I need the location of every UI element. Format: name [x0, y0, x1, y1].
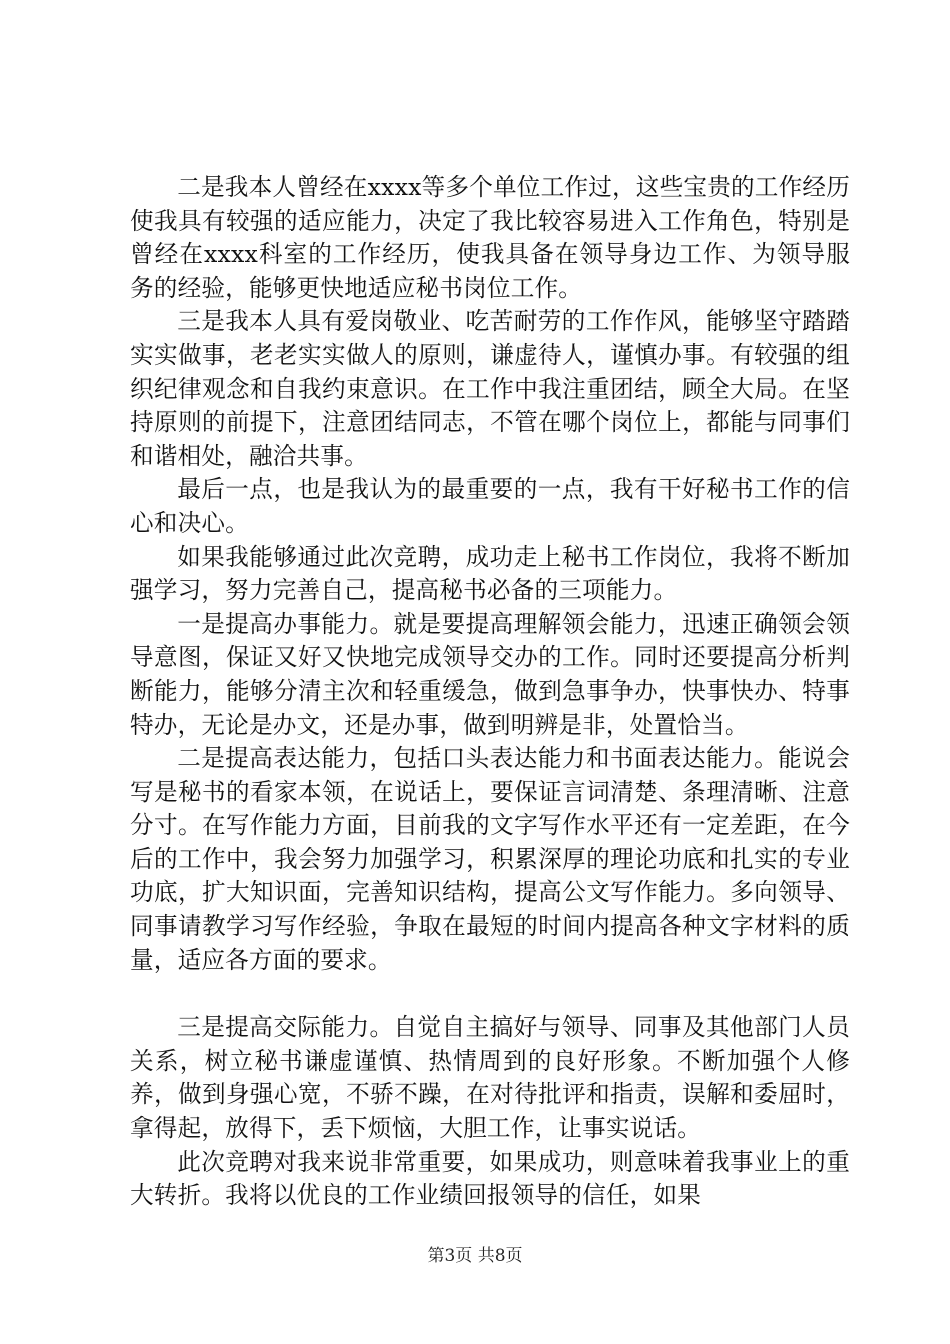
paragraph-experience: 二是我本人曾经在xxxx等多个单位工作过，这些宝贵的工作经历使我具有较强的适应能力，决定了我比较容易进入工作角色，特别是曾经在xxxx科室的工作经历，使我具备在领导身边工作、为领导服务的经验，能够更快地适应秘书岗位工作。: [130, 173, 850, 302]
paragraph-commitment: 如果我能够通过此次竞聘，成功走上秘书工作岗位，我将不断加强学习，努力完善自己，提高秘书必备的三项能力。: [130, 542, 850, 605]
paragraph-closing: 此次竞聘对我来说非常重要，如果成功，则意味着我事业上的重大转折。我将以优良的工作业绩回报领导的信任，如果: [130, 1147, 850, 1210]
paragraph-spacer: [130, 977, 850, 1011]
paragraph-expression-ability: 二是提高表达能力，包括口头表达能力和书面表达能力。能说会写是秘书的看家本领，在说话上，要保证言词清楚、条理清晰、注意分寸。在写作能力方面，目前我的文字写作水平还有一定差距，在今后的工作中，我会努力加强学习，积累深厚的理论功底和扎实的专业功底，扩大知识面，完善知识结构，提高公文写作能力。多向领导、同事请教学习写作经验，争取在最短的时间内提高各种文字材料的质量，适应各方面的要求。: [130, 744, 850, 974]
paragraph-work-style: 三是我本人具有爱岗敬业、吃苦耐劳的工作作风，能够坚守踏踏实实做事，老老实实做人的原则，谦虚待人，谨慎办事。有较强的组织纪律观念和自我约束意识。在工作中我注重团结，顾全大局。在坚持原则的前提下，注意团结同志，不管在哪个岗位上，都能与同事们和谐相处，融洽共事。: [130, 307, 850, 470]
paragraph-handling-ability: 一是提高办事能力。就是要提高理解领会能力，迅速正确领会领导意图，保证又好又快地完成领导交办的工作。同时还要提高分析判断能力，能够分清主次和轻重缓急，做到急事争办，快事快办、特事特办，无论是办文，还是办事，做到明辨是非，处置恰当。: [130, 609, 850, 739]
paragraph-confidence: 最后一点，也是我认为的最重要的一点，我有干好秘书工作的信心和决心。: [130, 475, 850, 537]
document-body: [130, 171, 850, 1213]
page-number-footer: 第3页 共8页: [427, 1246, 523, 1266]
paragraph-communication-ability: 三是提高交际能力。自觉自主搞好与领导、同事及其他部门人员关系，树立秘书谦虚谨慎、热情周到的良好形象。不断加强个人修养，做到身强心宽，不骄不躁，在对待批评和指责，误解和委屈时，拿得起，放得下，丢下烦恼，大胆工作，让事实说话。: [130, 1013, 850, 1143]
